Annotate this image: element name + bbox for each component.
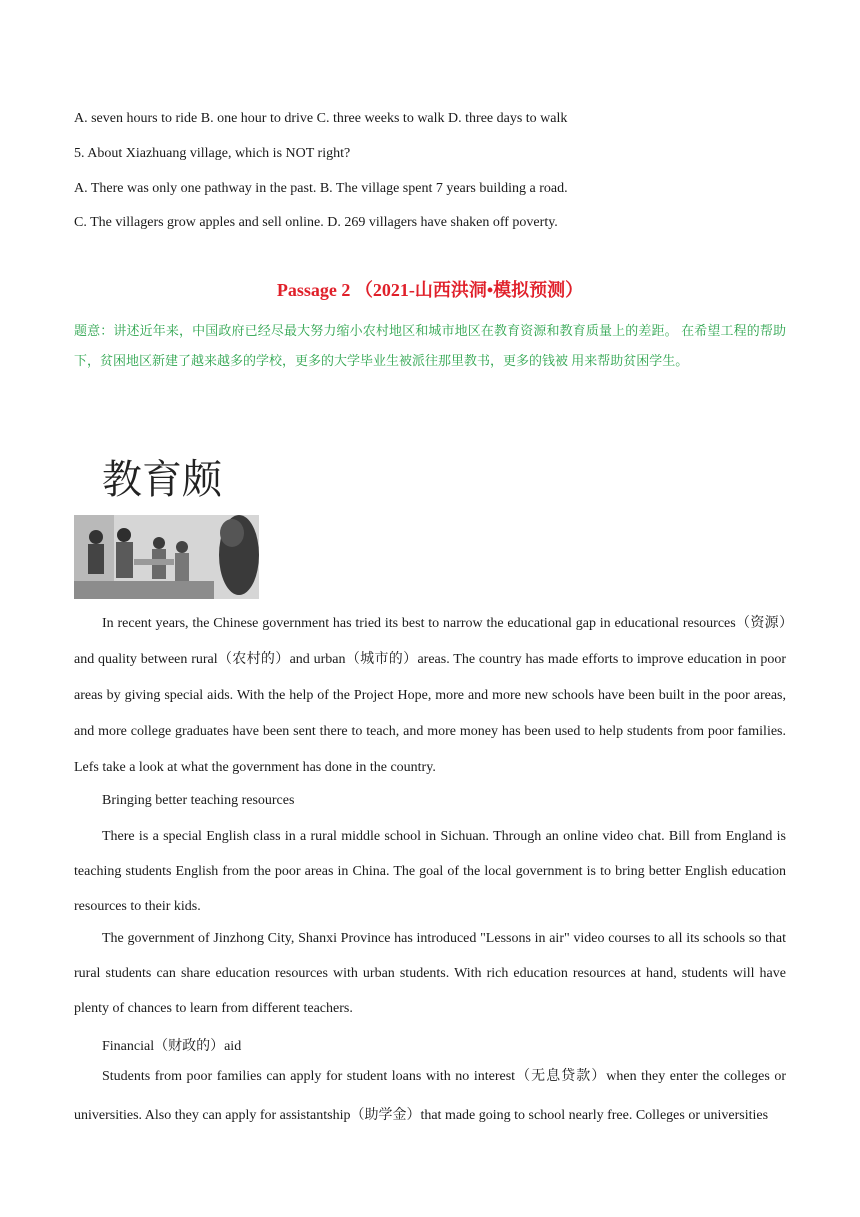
classroom-photo — [74, 515, 259, 599]
subheading-teaching-resources: Bringing better teaching resources — [102, 793, 295, 808]
question-5-options-cd: C. The villagers grow apples and sell online. D. 269 villagers have shaken off poverty. — [74, 215, 558, 230]
subheading-financial-aid: Financial（财政的）aid — [102, 1039, 242, 1054]
paragraph-jinzhong: The government of Jinzhong City, Shanxi Province has introduced "Lessons in air" video courses to all its schools so that rural students can share education resources with urban students. With rich education resources at hand, students will have plenty of chances to learn from different teachers. — [74, 931, 786, 1016]
question-4-options: A. seven hours to ride B. one hour to drive C. three weeks to walk D. three days to walk — [74, 111, 568, 126]
paragraph-student-loans: Students from poor families can apply for student loans with no interest（无息贷款）when they enter the colleges or universities. Also they can apply for assistantship（助学金）that made going to school nearly free. Colleges or universities — [74, 1069, 786, 1123]
question-5-options-ab: A. There was only one pathway in the past. B. The village spent 7 years building a road. — [74, 181, 568, 196]
question-5-stem: 5. About Xiazhuang village, which is NOT right? — [74, 146, 351, 161]
paragraph-sichuan-class: There is a special English class in a rural middle school in Sichuan. Through an online video chat. Bill from England is teaching students English from the poor areas in China. The goal of the local government is to bring better English education resources to their kids. — [74, 829, 786, 914]
paragraph-intro: In recent years, the Chinese government has tried its best to narrow the educational gap in educational resources（资源）and quality between rural（农村的）and urban（城市的）areas. The country has made efforts to improve education in poor areas by giving special aids. With the help of the Project Hope, more and more new schools have been built in the poor areas, and more college graduates have been sent there to teach, and more money has been used to help students from poor families. Lefs take a look at what the government has done in the country. — [74, 616, 786, 775]
passage-title: Passage 2 （2021-山西洪洞•模拟预测） — [276, 280, 584, 300]
article-heading: 教育颇 — [102, 457, 222, 503]
passage-summary: 题意：讲述近年来，中国政府已经尽最大努力缩小农村地区和城市地区在教育资源和教育质量上的差距。 在希望工程的帮助下，贫困地区新建了越来越多的学校，更多的大学毕业生被派往那里教书，更多的钱被 用来帮助贫困学生。 — [74, 323, 786, 368]
